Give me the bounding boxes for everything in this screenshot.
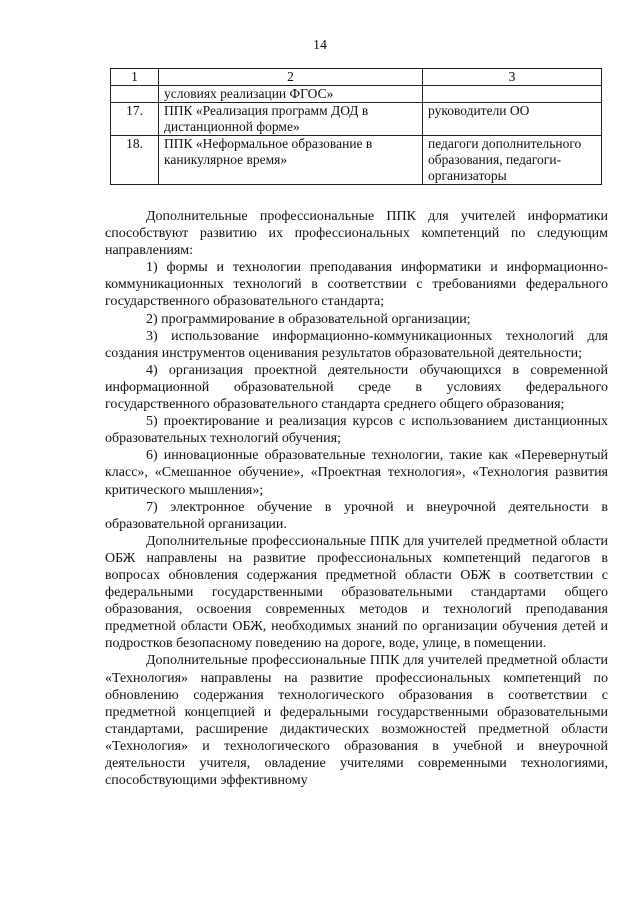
audience-cell [423,86,602,103]
course-name-cell: ППК «Реализация программ ДОД в дистанционной форме» [159,103,423,136]
row-number-cell [111,86,159,103]
audience-cell: педагоги дополнительного образования, педагоги-организаторы [423,136,602,185]
list-item: 7) электронное обучение в урочной и внеурочной деятельности в образовательной организации. [105,499,608,532]
technology-paragraph: Дополнительные профессиональные ППК для учителей предметной области «Технология» направлены на развитие профессиональных компетенций по обновлению содержания технологического образования в соответствии с предметной концепцией и федеральными государственными образовательными стандартами, расширение дидактических возможностей предметной области «Технология» и технологического образования в учебной и внеурочной деятельности учителя, овладение учителями современными технологиями, способствующими эффективному [105,653,608,789]
table-row [111,103,602,136]
list-item: 3) использование информационно-коммуникационных технологий для создания инструментов оценивания результатов образовательной деятельности; [105,328,608,361]
list-item: 5) проектирование и реализация курсов с использованием дистанционных образовательных технологий обучения; [105,414,608,447]
course-name-cell: условиях реализации ФГОС» [159,86,423,103]
table-row [111,136,602,185]
audience-cell: руководители ОО [423,103,602,136]
row-number-cell: 17. [111,103,159,136]
header-cell-num: 1 [111,69,159,86]
list-item: 4) организация проектной деятельности обучающихся в современной информационной образовательной среде в условиях федерального государственного образовательного стандарта среднего общего образования; [105,362,608,413]
course-name-cell: ППК «Неформальное образование в каникулярное время» [159,136,423,185]
header-cell-audience: 3 [423,69,602,86]
table-row [111,86,602,103]
table-header-row [111,69,602,86]
page-number: 14 [313,38,327,53]
courses-table [110,68,602,185]
header-cell-name: 2 [159,69,423,86]
list-item: 1) формы и технологии преподавания информатики и информационно-коммуникационных технологий в соответствии с требованиями федерального государственного образовательного стандарта; [105,260,608,310]
intro-paragraph: Дополнительные профессиональные ППК для учителей информатики способствуют развитию их профессиональных компетенций по следующим направлениям: [105,209,608,259]
obzh-paragraph: Дополнительные профессиональные ППК для учителей предметной области ОБЖ направлены на развитие профессиональных компетенций педагогов в вопросах обновления содержания предметной области ОБЖ в соответствии с федеральными государственными образовательными стандартами общего образования, освоения современных методов и технологий преподавания предметной области ОБЖ, необходимых знаний по организации обучения детей и подростков безопасному поведению на дороге, воде, улице, в помещении. [105,533,608,652]
row-number-cell: 18. [111,136,159,185]
body-text [105,208,608,789]
list-item: 2) программирование в образовательной организации; [146,311,471,327]
list-item: 6) инновационные образовательные технологии, такие как «Перевернутый класс», «Смешанное обучение», «Проектная технология», «Технология развития критического мышления»; [105,448,608,498]
